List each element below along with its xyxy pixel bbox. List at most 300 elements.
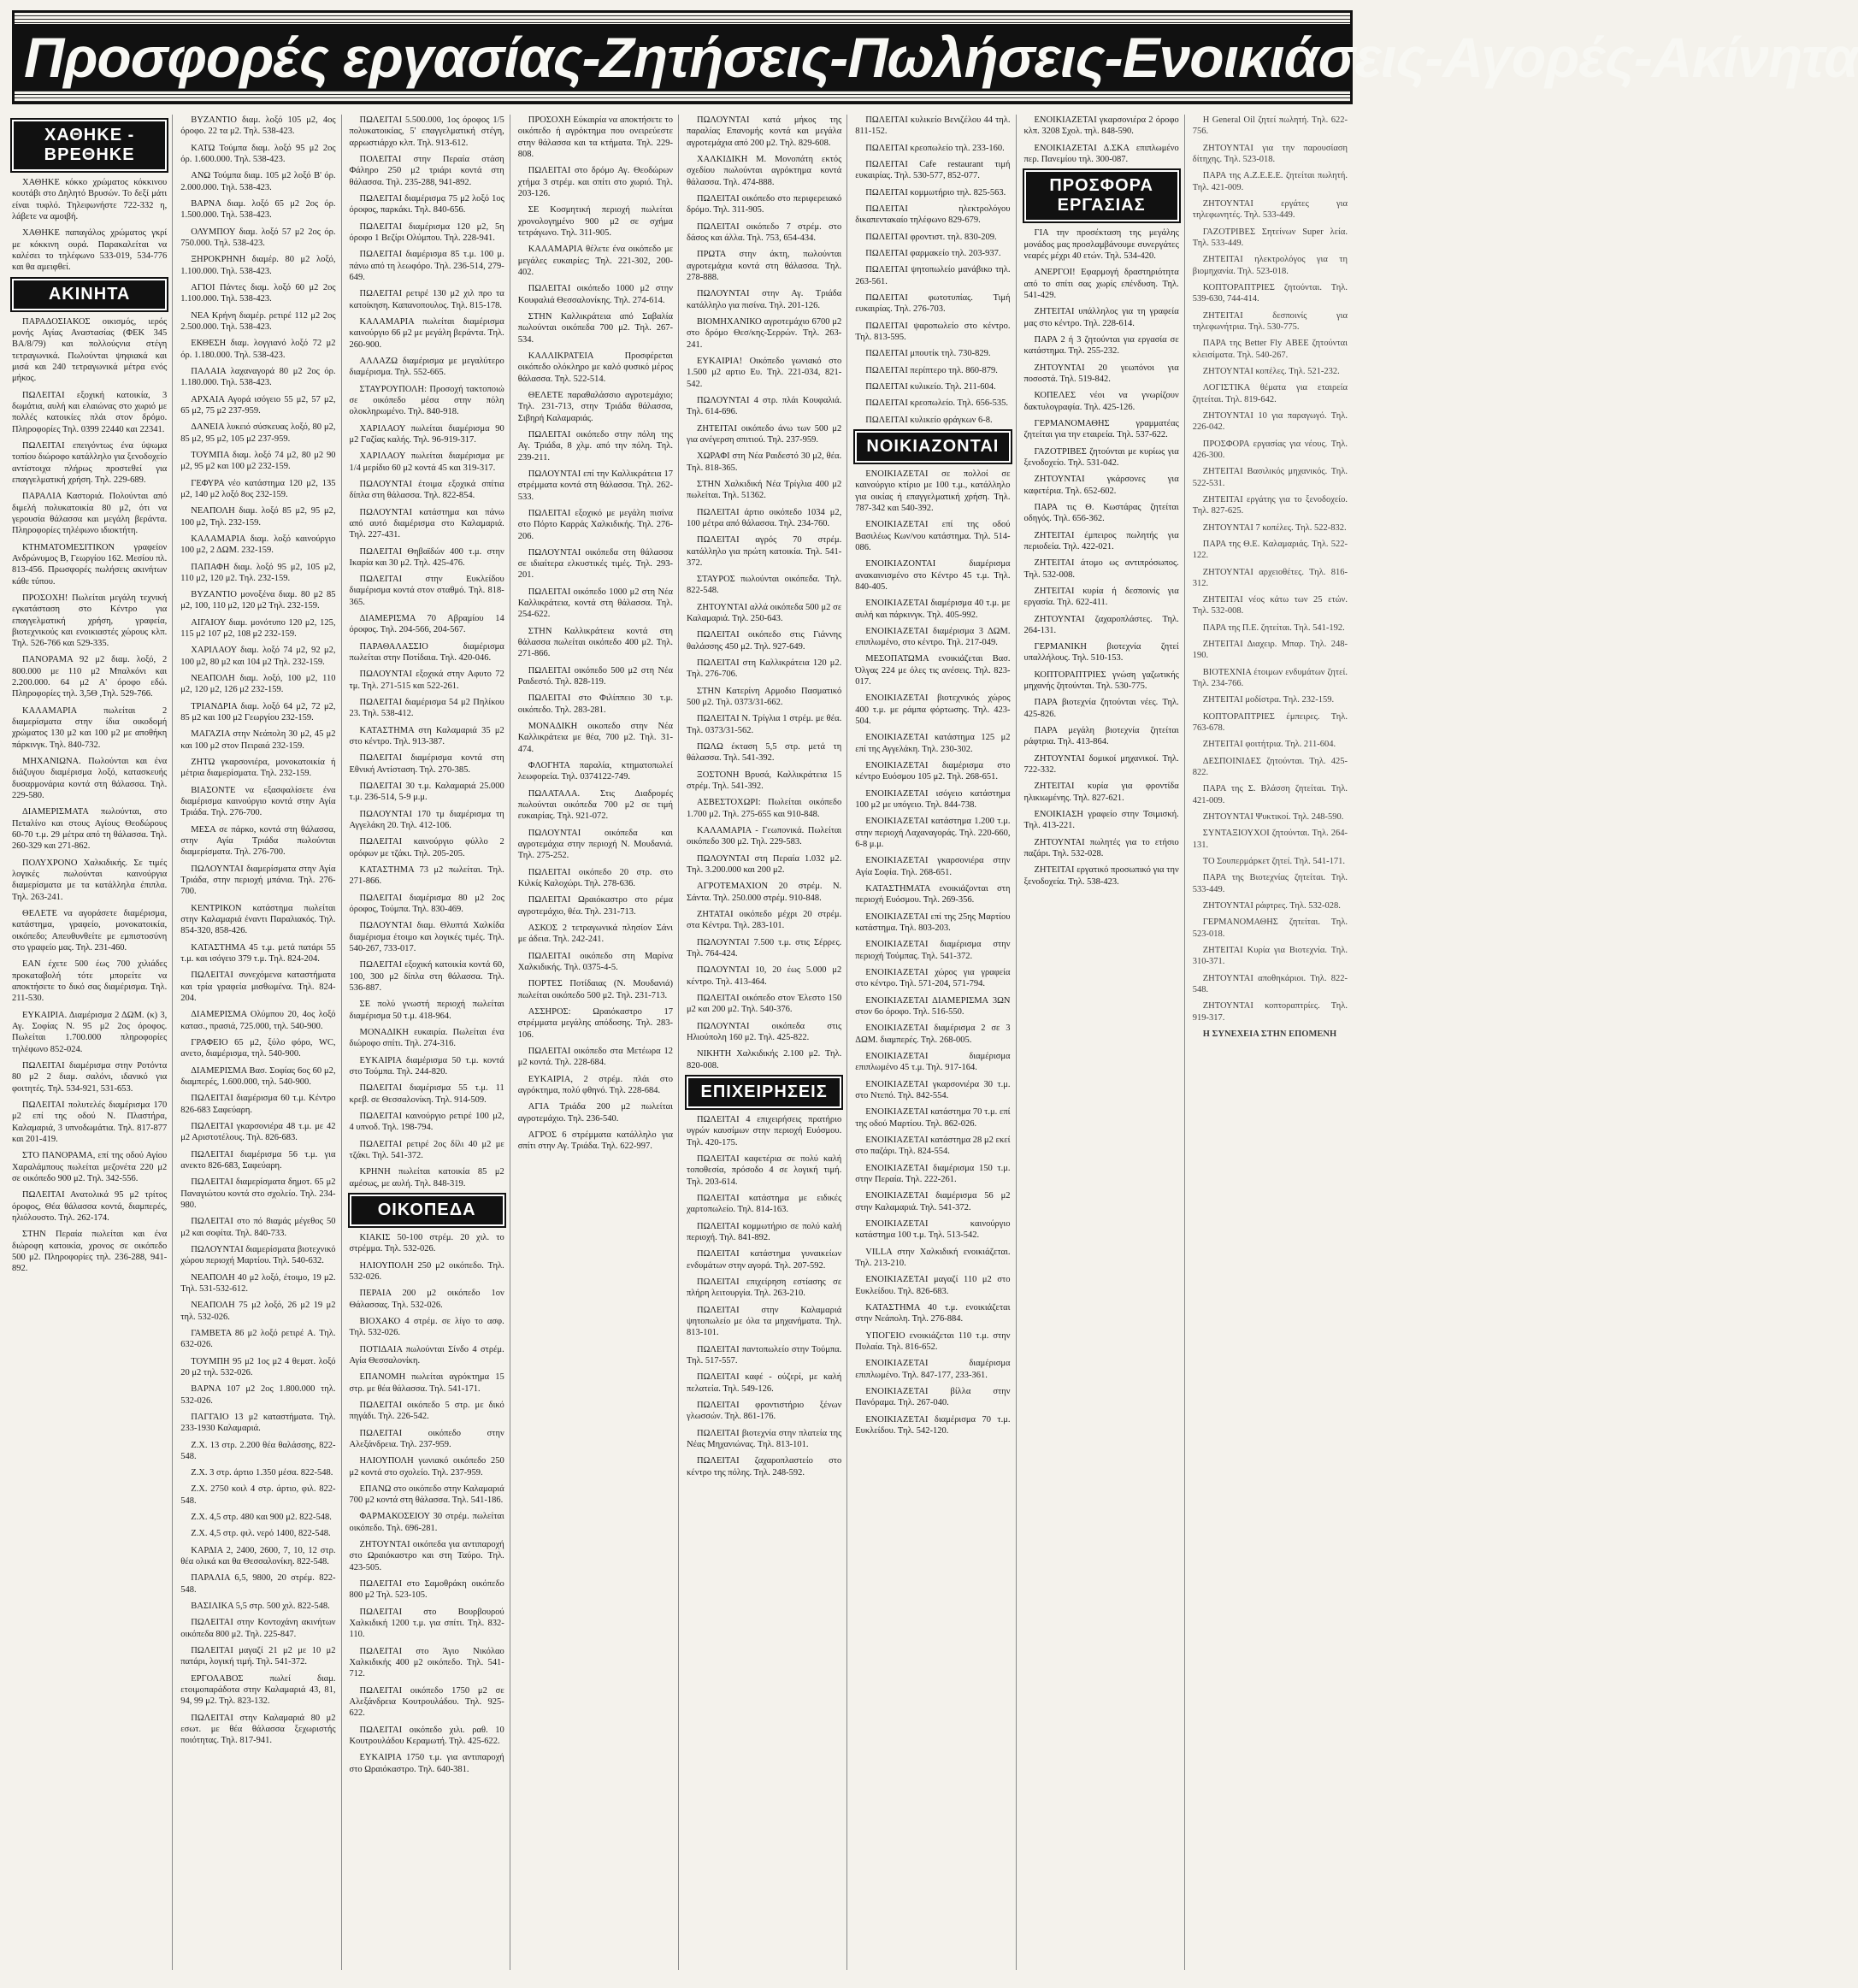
classified-ad: ΕΝΟΙΚΙΑΣΗ γραφείο στην Τσιμισκή. Τηλ. 413-221. (1023, 810, 1179, 831)
classified-ad: ΠΩΛΟΥΝΤΑΙ 7.500 τ.μ. στις Σέρρες. Τηλ. 764-424. (687, 937, 842, 959)
classified-ad: ΠΑΡΑ μεγάλη βιοτεχνία ζητείται ράφτρια. Τηλ. 413-864. (1023, 726, 1179, 747)
classified-ad: ΧΑΘΗΚΕ κόκκο χρώματος κόκκινου κουτάβι στο Δηλητό Βρυσών. Το δεξί μάτι είναι τυφλό. Τηλεφωνήστε 722-332 η, λάβετε να αμοιβή. (12, 178, 168, 221)
classified-ad: ΣΤΗΝ Καλλικράτεια κοντά στη θάλασσα πωλείται οικόπεδο 400 μ2. Τηλ. 271-866. (517, 626, 673, 659)
column-2 (180, 115, 341, 1970)
classified-ad: ΕΝΟΙΚΙΑΖΕΤΑΙ διαμέρισμα στο κέντρο Ευόσμου 105 μ2. Τηλ. 268-651. (855, 761, 1011, 782)
classified-ad: ΤΟΥΜΠΗ 95 μ2 1ος μ2 4 θεματ. λοξό 20 μ2 τηλ. 532-026. (180, 1356, 336, 1377)
classified-ad: ΚΕΝΤΡΙΚΟΝ κατάστημα πωλείται στην Καλαμαριά έναντι Παραλιακός. Τηλ. 854-320, 858-426. (180, 903, 336, 936)
classified-ad: ΠΩΛΕΙΤΑΙ Θηβαϊδών 400 τ.μ. στην Ικαρία και 30 μ2. Τηλ. 425-476. (349, 546, 504, 568)
classified-ad: ΠΩΛΕΙΤΑΙ άρτιο οικόπεδο 1034 μ2, 100 μέτρα από θάλασσα. Τηλ. 234-760. (687, 507, 842, 528)
classified-ad: ΕΝΟΙΚΙΑΖΕΤΑΙ βιοτεχνικός χώρος 400 τ.μ. με ράμπα φόρτωσης. Τηλ. 423-504. (855, 693, 1011, 727)
classified-ad: ΖΗΤΕΙΤΑΙ Κυρία για Βιοτεχνία. Τηλ. 310-371. (1192, 946, 1348, 967)
classified-ad: ΠΩΛΕΙΤΑΙ φαρμακείο τηλ. 203-937. (865, 248, 1001, 258)
classified-ad: ΧΩΡΑΦΙ στη Νέα Ραιδεστό 30 μ2, θέα. Τηλ. 818-365. (687, 451, 842, 473)
classified-ad: ΠΩΛΕΙΤΑΙ ψητοπωλείο μανάβικο τηλ. 263-561. (855, 265, 1011, 286)
classified-ad: ΠΩΛΟΥΝΤΑΙ οικόπεδα στις Ηλιούπολη 160 μ2. Τηλ. 425-822. (687, 1021, 842, 1042)
classified-ad: ΕΝΟΙΚΙΑΖΕΤΑΙ χώρος για γραφεία στο κέντρο. Τηλ. 571-204, 571-794. (855, 968, 1011, 989)
classified-ad: ΕΑΝ έχετε 500 έως 700 χιλιάδες προκαταβολή τότε μπορείτε να αποκτήσετε το δικό σας διαμέρισμα. Τηλ. 211-530. (12, 959, 168, 1004)
classified-ad: ΚΑΤΑΣΤΗΜΑ στη Καλαμαριά 35 μ2 στο κέντρο. Τηλ. 913-387. (349, 725, 504, 747)
classified-ad: ΠΩΛΕΙΤΑΙ στη Καλλικράτεια 120 μ2. Τηλ. 276-706. (687, 658, 842, 680)
classified-ad: ΠΩΛΕΙΤΑΙ διαμέρισμα 85 τ.μ. 100 μ. πάνω από τη λεωφόρο. Τηλ. 236-514, 279-649. (349, 250, 504, 282)
classified-ad: ΠΩΛΕΙΤΑΙ εξοχικό με μεγάλη πισίνα στο Πόρτο Καρράς Χαλκιδικής. Τηλ. 276-206. (517, 508, 673, 541)
classified-ad: ΠΟΛΕΙΤΑΙ στην Περαία στάση Φάληρο 250 μ2 τριάρι κοντά στη θάλασσα. Τηλ. 235-288, 941-892. (349, 154, 504, 187)
classified-ad: ΖΗΤΟΥΝΤΑΙ αποθηκάριοι. Τηλ. 822-548. (1192, 973, 1348, 995)
classified-ad: ΖΗΤΟΥΝΤΑΙ αρχειοθέτες. Τηλ. 816-312. (1192, 567, 1348, 588)
classified-ad: ΠΩΛΕΙΤΑΙ κατάστημα γυναικείων ενδυμάτων στην αγορά. Τηλ. 207-592. (687, 1249, 842, 1271)
classified-ad: ΠΡΩΤΑ στην άκτη, πωλούνται αγροτεμάχια κοντά στη θάλασσα. Τηλ. 278-888. (687, 250, 842, 282)
classified-ad: ΑΝΩ Τούμπα διαμ. 105 μ2 λοξό Β' όρ. 2.000.000. Τηλ. 538-423. (180, 171, 336, 192)
classified-ad: ΠΩΛΕΙΤΑΙ Ανατολικά 95 μ2 τρίτος όροφος, Θέα θάλασσα κοντά, διαμπερές, ηλιόλουστο. Τηλ. 262-174. (12, 1190, 168, 1223)
classified-ad: ΠΑΡΑ της Better Fly ΑΒΕΕ ζητούνται κλεισίματα. Τηλ. 540-267. (1192, 339, 1348, 360)
classified-ad: ΑΣΒΕΣΤΟΧΩΡΙ: Πωλείται οικόπεδο 1.700 μ2. Τηλ. 275-655 και 910-848. (687, 798, 842, 819)
classified-ad: ΒΥΖΑΝΤΙΟ διαμ. λοξό 105 μ2, 4ος όροφο. 22 τα μ2. Τηλ. 538-423. (180, 115, 336, 137)
classified-ad: ΠΩΛΕΙΤΑΙ φροντιστήριο ξένων γλωσσών. Τηλ. 861-176. (687, 1400, 842, 1422)
classified-ad: ΕΥΚΑΙΡΙΑ διαμέρισμα 50 τ.μ. κοντά στο Τούμπα. Τηλ. 244-820. (349, 1055, 504, 1077)
classified-ad: ΠΑΡΑΔΟΣΙΑΚΟΣ οικισμός, ιερός μονής Αγίας Αναστασίας (ΦΕΚ 345 ΒΑ/8/79) και πολλούςνια στέγη τετραγωνικά. Πωλούνται ψηφιακά και μισά και 240 τετραγωνικά μέτρα ενός μήκος. (12, 316, 168, 384)
classified-ad: ΖΗΤΟΥΝΤΑΙ πωλητές για το ετήσιο παζάρι. Τηλ. 532-028. (1023, 837, 1179, 859)
classified-ad: ΑΓΙΟΙ Πάντες διαμ. λοξό 60 μ2 2ος 1.100.000. Τηλ. 538-423. (180, 282, 336, 304)
classified-ad: ΠΩΛΕΙΤΑΙ στο Βουρβουρού Χαλκιδική 1200 τ.μ. για σπίτι. Τηλ. 832-110. (349, 1607, 504, 1640)
classified-ad: ΔΙΑΜΕΡΙΣΜΑ Ολύμπου 20, 4ος λοξό κατασ., πρασιά, 725.000, τηλ. 540-900. (180, 1010, 336, 1031)
classified-ad: ΣΥΝΤΑΞΙΟΥΧΟΙ ζητούνται. Τηλ. 264-131. (1192, 829, 1348, 850)
classified-ad: ΠΩΛΟΥΝΤΑΙ οικόπεδα στη θάλασσα σε ιδιαίτερα ελκυστικές τιμές. Τηλ. 293-201. (517, 547, 673, 581)
classified-ad: ΕΝΟΙΚΙΑΖΕΤΑΙ κατάστημα 28 μ2 εκεί στο παζάρι. Τηλ. 824-554. (855, 1135, 1011, 1157)
classified-ad: ΠΡΟΣΟΧΗ! Πωλείται μεγάλη τεχνική εγκατάσταση στο Κέντρο για επαγγελματική χρήση, γραφεία, βιοτεχνικούς και ενοικιαστές χώρους κλπ. Τηλ. 526-766 και 529-335. (12, 593, 168, 649)
classified-ad: ΕΥΚΑΙΡΙΑ 1750 τ.μ. για αντιπαροχή στο Ωραιόκαστρο. Τηλ. 640-381. (349, 1753, 504, 1774)
classified-ad: ΚΡΗΝΗ πωλείται κατοικία 85 μ2 αμέσως, με αυλή. Τηλ. 848-319. (349, 1167, 504, 1189)
classified-ad: ΖΗΤΟΥΝΤΑΙ ράφτρες. Τηλ. 532-028. (1202, 901, 1341, 911)
classified-ad: ΒΙΟΜΗΧΑΝΙΚΟ αγροτεμάχιο 6700 μ2 στο δρόμο Θεσ/κης-Σερρών. Τηλ. 263-241. (687, 316, 842, 350)
classified-ad: ΠΩΛΕΙΤΑΙ οικόπεδο στην Αλεξάνδρεια. Τηλ. 237-959. (349, 1428, 504, 1449)
classified-ad: ΠΩΛΕΙΤΑΙ μπουτίκ τηλ. 730-829. (865, 349, 991, 359)
classified-ad: ΖΗΤΕΙΤΑΙ Διαχειρ. Μπαρ. Τηλ. 248-190. (1192, 640, 1348, 661)
classified-ad: ΕΠΑΝΟΜΗ πωλείται αγρόκτημα 15 στρ. με θέα θάλασσα. Τηλ. 541-171. (349, 1372, 504, 1394)
classified-ad: ΣΕ Κοσμητική περιοχή πωλείται χρονολογημένο 900 μ2 σε σχήμα τετράγωνο. Τηλ. 311-905. (517, 205, 673, 238)
classified-ad: ΠΩΛΕΙΤΑΙ κυλικείο φράγκων 6-8. (865, 415, 993, 425)
classified-ad: ΕΝΟΙΚΙΑΖΕΤΑΙ καινούργιο κατάστημα 100 τ.μ. Τηλ. 513-542. (855, 1218, 1011, 1241)
classified-ad: Ζ.Χ. 4,5 στρ. φιλ. νερό 1400, 822-548. (191, 1529, 331, 1539)
classified-ad: ΠΑΠΑΦΗ διαμ. λοξό 95 μ2, 105 μ2, 110 μ2, 120 μ2. Τηλ. 232-159. (180, 562, 336, 583)
col8-list (1193, 115, 1348, 1023)
classified-ad: ΕΥΚΑΙΡΙΑ, 2 στρέμ. πλάι στο αγρόκτημα, πολύ φθηνό. Τηλ. 228-684. (517, 1074, 673, 1095)
classified-ad: ΠΩΛΟΥΝΤΑΙ επί την Καλλικράτεια 17 στρέμματα κοντά στη θάλασσα. Τηλ. 262-533. (517, 469, 673, 502)
classified-ad: ΠΩΛΕΙΤΑΙ 30 τ.μ. Καλαμαριά 25.000 τ.μ. 236-514, 5-9 μ.μ. (349, 782, 504, 803)
estate-list (12, 316, 167, 1275)
classified-ad: ΠΩΛΕΙΤΑΙ στο Σαμοθράκη οικόπεδο 800 μ2 Τηλ. 523-105. (349, 1579, 504, 1601)
classified-ad: ΠΩΛΕΙΤΑΙ στο Φιλίππειο 30 τ.μ. οικόπεδο. Τηλ. 283-281. (517, 693, 673, 715)
classified-ad: ΠΩΛΕΙΤΑΙ οικόπεδο στον Έλεστο 150 μ2 και 200 μ2. Τηλ. 540-376. (687, 994, 842, 1015)
classified-ad: ΠΩΛΕΙΤΑΙ οικόπεδο στο περιφερειακό δρόμο. Τηλ. 311-905. (687, 193, 842, 215)
classified-ad: ΚΑΛΑΜΑΡΙΑ πωλείται διαμέρισμα καινούργιο 66 μ2 με μεγάλη βεράντα. Τηλ. 260-900. (349, 316, 504, 350)
classified-ad: ΖΗΤΕΙΤΑΙ φοιτήτρια. Τηλ. 211-604. (1202, 740, 1336, 750)
classified-ad: ΑΝΕΡΓΟΙ! Εφαρμογή δραστηριότητα από το σπίτι σας χωρίς επένδυση. Τηλ. 541-429. (1023, 268, 1179, 300)
classified-ad: Ζ.Χ. 13 στρ. 2.200 θέα θαλάσσης, 822-548. (180, 1440, 336, 1461)
classified-ad: ΠΩΛΕΙΤΑΙ διαμέρισμα στην Ροτόντα 80 μ2 2 διαμ. σαλόνι, ιδανικό για φοιτητές. Τηλ. 534-921, 531-653. (12, 1060, 168, 1094)
classified-ad: ΠΡΟΣΟΧΗ Εύκαιρία να αποκτήσετε το οικόπεδο ή αγρόκτημα που ονειρεύεστε στην θάλασσα και τα κτήματα. Τηλ. 229-808. (517, 115, 673, 159)
classified-ad: ΠΑΡΑ της Α.Ζ.Ε.Ε.Ε. ζητείται πωλητή. Τηλ. 421-009. (1192, 171, 1348, 192)
classified-ad: ΧΑΘΗΚΕ παπαγάλος χρώματος γκρί με κόκκινη ουρά. Παρακαλείται να καλέσει το τηλέφωνο 533-019, 534-776 και θα αμειφθεί. (12, 228, 168, 273)
classified-ad: ΠΩΛΕΙΤΑΙ ρετιρέ 130 μ2 χιλ προ τα κατοίκηση. Καπανοπουλος. Τηλ. 815-178. (349, 289, 504, 310)
classified-ad: ΞΗΡΟΚΡΗΝΗ διαμέρ. 80 μ2 λοξό, 1.100.000. Τηλ. 538-423. (180, 255, 336, 276)
classified-ad: ΜΗΧΑΝΙΩΝΑ. Πωλούνται και ένα διάζυγου διαμέρισμα λοξό, κατασκευής δυσαρμονάρια κοντά στη θάλασσα. Τηλ. 229-580. (12, 757, 168, 801)
classified-ad: ΝΕΑΠΟΛΗ διαμ. λοξό 85 μ2, 95 μ2, 100 μ2, Τηλ. 232-159. (180, 506, 336, 528)
classified-ad: ΣΤΑΥΡΟΣ πωλούνται οικόπεδα. Τηλ. 822-548. (687, 575, 842, 596)
classified-ad: Ζ.Χ. 3 στρ. άρτιο 1.350 μέσα. 822-548. (191, 1468, 333, 1478)
classified-ad: ΠΩΛΕΙΤΑΙ πολυτελές διαμέρισμα 170 μ2 επί της οδού Ν. Πλαστήρα, Καλαμαριά, 3 υπνοδωμάτια. Τηλ. 817-877 και 201-419. (12, 1100, 168, 1144)
classified-ad: ΓΕΡΜΑΝΟΜΑΘΗΣ γραμματέας ζητείται για την εταιρεία. Τηλ. 537-622. (1023, 418, 1179, 440)
classified-ad: ΠΩΛΕΙΤΑΙ κομμωτήριο σε πολύ καλή περιοχή. Τηλ. 841-892. (687, 1221, 842, 1242)
classified-ad: ΕΝΟΙΚΙΑΖΟΝΤΑΙ διαμέρισμα ανακαινισμένο στο Κέντρο 45 τ.μ. Τηλ. 840-405. (855, 559, 1011, 592)
classified-ad: ΝΕΑΠΟΛΗ διαμ. λοξό, 100 μ2, 110 μ2, 120 μ2, 126 μ2 232-159. (180, 674, 336, 695)
col5-list (687, 115, 841, 1071)
column-8 (1193, 115, 1353, 1970)
classified-ad: ΒΙΑΣΟΝΤΕ να εξασφαλίσετε ένα διαμέρισμα καινούργιο κοντά στην Αγία Τριάδα. Τηλ. 276-700. (180, 785, 336, 818)
classified-ad: ΖΗΤΕΙΤΑΙ εργάτης για το ξενοδοχείο. Τηλ. 827-625. (1192, 494, 1348, 516)
classified-ad: ΠΩΛΕΙΤΑΙ οικόπεδο 7 στρέμ. στο δάσος και άλλα. Τηλ. 753, 654-434. (687, 221, 842, 243)
classified-ad: ΕΥΚΑΙΡΙΑ. Διαμέρισμα 2 ΔΩΜ. (κ) 3, Αγ. Σοφίας Ν. 95 μ2 2ος όροφος. Πωλείται 1.700.000 πληροφορίες τηλέφωνο 852-024. (12, 1010, 168, 1054)
classified-ad: ΦΛΟΓΗΤΑ παραλία, κτηματοπωλεί λεωφορεία. Τηλ. 0374122-749. (517, 761, 673, 782)
classified-ad: ΜΕΣΑ σε πάρκο, κοντά στη θάλασσα, στην Αγία Τριάδα πωλούνται διαμερίσματα. Τηλ. 276-700. (180, 824, 336, 858)
classified-ad: ΠΩΛΕΙΤΑΙ αγρός 70 στρέμ. κατάλληλο για πρώτη κατοικία. Τηλ. 541-372. (687, 535, 842, 568)
classified-ad: ΖΗΤΟΥΝΤΑΙ οικόπεδα για αντιπαροχή στο Ωραιόκαστρο και στη Ταύρο. Τηλ. 423-505. (349, 1540, 504, 1572)
classified-ad: ΠΑΝΟΡΑΜΑ 92 μ2 διαμ. λοξό, 2 800.000 με 110 μ2 Μπαλκόνι και 2.200.000. 64 μ2 Α' όροφο εδώ. Πληροφορίες τηλ. 3,5Θ ,Τηλ. 529-766. (12, 655, 168, 699)
classified-ad: ΕΝΟΙΚΙΑΖΕΤΑΙ διαμέρισμα επιπλωμένο 45 τ.μ. Τηλ. 917-164. (855, 1052, 1011, 1073)
classified-ad: ΤΡΙΑΝΔΡΙΑ διαμ. λοξό 64 μ2, 72 μ2, 85 μ2 και 100 μ2 Γεωργίου 232-159. (180, 701, 336, 723)
classified-ad: ΦΑΡΜΑΚΟΣΕΙΟΥ 30 στρέμ. πωλείται οικόπεδο. Τηλ. 696-281. (349, 1512, 504, 1533)
classified-ad: ΠΟΡΤΕΣ Ποτίδαιας (Ν. Μουδανιά) πωλείται οικόπεδο 500 μ2. Τηλ. 231-713. (517, 979, 673, 1000)
classified-ad: ΔΙΑΜΕΡΙΣΜΑ Βασ. Σοφίας 6ος 60 μ2, διαμπερές, 1.600.000, τηλ. 540-900. (180, 1065, 336, 1087)
classified-ad: ΠΩΛΕΙΤΑΙ Cafe restaurant τιμή ευκαιρίας. Τηλ. 530-577, 852-077. (855, 159, 1011, 181)
classified-ad: ΚΑΛΑΜΑΡΙΑ - Γεωπονικά. Πωλείται οικόπεδο 300 μ2. Τηλ. 229-583. (687, 826, 842, 847)
classified-ad: ΚΑΛΛΙΚΡΑΤΕΙΑ Προσφέρεται οικόπεδο ολόκληρο με καλό φυσικό μέρος θάλασσα. Τηλ. 522-514. (517, 351, 673, 384)
classified-ad: ΕΝΟΙΚΙΑΖΕΤΑΙ επί της οδού Βασιλέως Κων/νου κατάστημα. Τηλ. 514-086. (855, 520, 1011, 552)
classified-ad: ΖΗΤΕΙΤΑΙ μοδίστρα. Τηλ. 232-159. (1202, 695, 1335, 705)
classified-ad: ΝΙΚΗΤΗ Χαλκιδικής 2.100 μ2. Τηλ. 820-008. (687, 1049, 842, 1071)
classified-ad: ΠΩΛΑΤΑΛΑ. Στις Διαδρομές πωλούνται οικόπεδα 700 μ2 σε τιμή ευκαιρίας. Τηλ. 921-072. (517, 788, 673, 822)
classified-ad: ΖΗΤΕΙΤΑΙ υπάλληλος για τη γραφεία μας στο κέντρο. Τηλ. 228-614. (1023, 307, 1179, 328)
classified-ad: ΚΟΠΕΛΕΣ νέοι να γνωρίζουν δακτυλογραφία. Τηλ. 425-126. (1023, 391, 1179, 412)
classified-ad: ΗΛΙΟΥΠΟΛΗ 250 μ2 οικόπεδο. Τηλ. 532-026. (349, 1260, 504, 1282)
classified-ad: ΣΤΗΝ Περαία πωλείται και ένα διώροφη κατοικία, χρονος σε οικόπεδο 500 μ2. Πληροφορίες τηλ. 236-288, 941-892. (12, 1230, 168, 1274)
column-6 (855, 115, 1016, 1970)
classified-ad: ΓΑΜΒΕΤΑ 86 μ2 λοξό ρετιρέ Α. Τηλ. 632-026. (180, 1328, 336, 1350)
classified-ad: ΠΩΛΕΙΤΑΙ οικόπεδο χιλι. ραθ. 10 Κουτρουλάδου Κεραμωτή. Τηλ. 425-622. (349, 1725, 504, 1747)
classified-ad: ΠΩΛΕΙΤΑΙ κρεοπωλείο. Τηλ. 656-535. (865, 398, 1008, 409)
classified-ad: ΠΩΛΟΥΝΤΑΙ 10, 20 έως 5.000 μ2 κέντρο. Τηλ. 413-464. (687, 965, 842, 987)
classified-ad: ΠΩΛΕΙΤΑΙ στην Ευκλείδου διαμέρισμα κοντά στον σταθμό. Τηλ. 818-365. (349, 575, 504, 607)
classified-ad: ΠΑΡΑ τις Θ. Κωστάρας ζητείται οδηγός. Τηλ. 656-362. (1023, 502, 1179, 524)
classified-ad: ΠΑΡΑ βιοτεχνία ζητούνται νέες. Τηλ. 425-826. (1023, 698, 1179, 719)
section-plots: ΟΙΚΟΠΕΔΑ (350, 1195, 504, 1226)
classified-ad: ΖΗΤΕΙΤΑΙ κυρία ή δεσποινίς για εργασία. Τηλ. 622-411. (1023, 586, 1179, 608)
classified-ad: ΟΛΥΜΠΟΥ διαμ. λοξό 57 μ2 2ος όρ. 750.000. Τηλ. 538-423. (180, 227, 336, 248)
section-rentals: ΝΟΙΚΙΑΖΟΝΤΑΙ (855, 431, 1010, 463)
classified-ad: ΠΩΛΕΙΤΑΙ καινούργιο ρετιρέ 100 μ2, 4 υπνοδ. Τηλ. 198-794. (349, 1111, 504, 1133)
classified-ad: ΕΝΟΙΚΙΑΖΕΤΑΙ διαμέρισμα 3 ΔΩΜ. επιπλωμένο, στο κέντρο. Τηλ. 217-049. (855, 626, 1011, 648)
classified-ad: ΖΗΤΕΙΤΑΙ άτομο ως αντιπρόσωπος. Τηλ. 532-008. (1023, 558, 1179, 580)
classified-ad: ΠΩΛΕΙΤΑΙ οικόπεδο 500 μ2 στη Νέα Ραιδεστό. Τηλ. 828-119. (517, 665, 673, 687)
classified-ad: ΠΩΛΟΥΝΤΑΙ 170 τμ διαμέρισμα τη Αγγελάκη 20. Τηλ. 412-106. (349, 809, 504, 831)
classified-ad: ΜΑΓΑΖΙΑ στην Νεάπολη 30 μ2, 45 μ2 και 100 μ2 στον Πειραιά 232-159. (180, 729, 336, 751)
classified-ad: ΚΑΤΑΣΤΗΜΑΤΑ ενοικιάζονται στη περιοχή Ευόσμου. Τηλ. 269-356. (855, 884, 1011, 906)
classified-ad: ΖΗΤΟΥΝΤΑΙ 7 κοπέλες. Τηλ. 522-832. (1202, 522, 1347, 533)
classified-ad: ΠΩΛΕΙΤΑΙ διαμέρισμα 56 τ.μ. για ανεκτο 826-683, Σαφεύαρη. (180, 1149, 336, 1171)
classified-ad: ΕΝΟΙΚΙΑΖΕΤΑΙ διαμέρισμα επιπλωμένο. Τηλ. 847-177, 233-361. (855, 1359, 1011, 1380)
classified-ad: ΚΙΑΚΙΣ 50-100 στρέμ. 20 χιλ. το στρέμμα. Τηλ. 532-026. (349, 1232, 504, 1254)
classified-ad: ΤΟ Σουπερμάρκετ ζητεί. Τηλ. 541-171. (1202, 857, 1346, 867)
classified-ad: ΑΓΙΑ Τριάδα 200 μ2 πωλείται αγροτεμάχιο. Τηλ. 236-540. (517, 1102, 673, 1124)
classified-ad: ΖΗΤΟΥΝΤΑΙ αλλά οικόπεδα 500 μ2 σε Καλαμαριά. Τηλ. 250-643. (687, 602, 842, 624)
classified-ad: ΓΙΑ την προσέκταση της μεγάλης μονάδος μας προσλαμβάνουμε συνεργάτες νεαρές μέχρι 40 ετών. Τηλ. 534-420. (1023, 228, 1179, 261)
classified-ad: ΠΩΛΕΙΤΑΙ οικόπεδο στα Μετέωρα 12 μ2 κοντά. Τηλ. 228-684. (517, 1046, 673, 1068)
classified-ad: ΔΙΑΜΕΡΙΣΜΑ 70 Αβραμίου 14 όροφος. Τηλ. 204-566, 204-567. (349, 614, 504, 635)
classified-ad: ΚΤΗΜΑΤΟΜΕΣΙΤΙΚΟΝ γραφείον Ανδρώνυμος Β, Γεωργίου 162. Μεσίου πλ. 813-456. Πρωσφορές πωλήσεις ακινήτων κάθε τύπου. (12, 542, 168, 587)
classified-ad: ΒΥΖΑΝΤΙΟ μονοξένα διαμ. 80 μ2 85 μ2, 100, 110 μ2, 120 μ2 Τηλ. 232-159. (180, 590, 336, 611)
classified-ad: ΠΩΛΕΙΤΑΙ στην Καλαμαριά ψητοπωλείο με όλα τα μηχανήματα. Τηλ. 813-101. (687, 1305, 842, 1338)
classified-ad: ΠΟΛΥΧΡΟΝΟ Χαλκιδικής. Σε τιμές λογικές πωλούνται καινούργια διαμερίσματα με τα κατάλληλα έπιπλα. Τηλ. 263-241. (12, 858, 168, 902)
classified-ad: ΠΩΛΕΙΤΑΙ κυλικείο Βενιζέλου 44 τηλ. 811-152. (855, 115, 1011, 137)
classified-ad: ΠΕΡΑΙΑ 200 μ2 οικόπεδο 1ον Θάλασσας. Τηλ. 532-026. (349, 1289, 504, 1310)
section-lost-found: ΧΑΘΗΚΕ - ΒΡΕΘΗΚΕ (12, 120, 167, 171)
classified-ad: ΓΑΖΟΤΡΙΒΕΣ Σητείνων Super λεία. Τηλ. 533-449. (1192, 227, 1348, 248)
classified-ad: ΠΩΛΟΥΝΤΑΙ στην Αγ. Τριάδα κατάλληλο για πισίνα. Τηλ. 201-126. (687, 289, 842, 310)
classified-ad: ΑΣΚΟΣ 2 τετραγωνικά πλησίον Σάνι με άδεια. Τηλ. 242-241. (517, 923, 673, 945)
classified-ad: ΠΩΛΕΙΤΑΙ καφετέρια σε πολύ καλή τοποθεσία, πρόσοδο 4 σε λογική τιμή. Τηλ. 203-614. (687, 1153, 842, 1187)
classified-ad: ΠΩΛΕΙΤΑΙ 4 επιχειρήσεις πρατήριο υγρών καυσίμων στην περιοχή Ευόσμου. Τηλ. 420-175. (687, 1114, 842, 1147)
classified-ad: ΠΩΛΟΥΝΤΑΙ κατά μήκος της παραλίας Επανομής κοντά και μεγάλα αγροτεμάχια από 200 μ2. Τηλ. 829-608. (687, 115, 842, 148)
classified-ad: ΠΩΛΕΙΤΑΙ ηλεκτρολόγου δικαπεντακαίο τηλέφωνο 829-679. (855, 204, 1011, 226)
classified-ad: ΠΩΛΟΥΝΤΑΙ κατάστημα και πάνω από αυτό διαμέρισμα στο Καλαμαριά. Τηλ. 227-431. (349, 507, 504, 540)
col4-list (518, 115, 673, 1153)
classified-ad: ΑΙΓΑΙΟΥ διαμ. μονότυπο 120 μ2, 125, 115 μ2 107 μ2, 108 μ2 232-159. (180, 617, 336, 640)
classified-ad: ΠΩΛΕΙΤΑΙ μαγαζί 21 μ2 με 10 μ2 πατάρι, λογική τιμή. Τηλ. 541-372. (180, 1646, 336, 1667)
classified-ad: ΠΩΛΕΙΤΑΙ οικόπεδο 1750 μ2 σε Αλεξάνδρεια Κουτρουλάδου. Τηλ. 925-622. (349, 1685, 504, 1719)
classified-ad: ΠΩΛΕΙΤΑΙ περίπτερο τηλ. 860-879. (865, 365, 998, 375)
classified-ad: ΓΡΑΦΕΙΟ 65 μ2, ξύλο φόρο, WC, ανετο, διαμέρισμα, τηλ. 540-900. (180, 1037, 336, 1059)
classified-ad: ΕΝΟΙΚΙΑΖΕΤΑΙ ΔΙΑΜΕΡΙΣΜΑ 3ΩΝ στον 6ο όροφο. Τηλ. 516-550. (855, 995, 1011, 1018)
classified-ad: ΚΑΤΑΣΤΗΜΑ 40 τ.μ. ενοικιάζεται στην Νεάπολη. Τηλ. 276-884. (855, 1302, 1011, 1324)
classified-ad: Ζ.Χ. 2750 κοιλ 4 στρ. άρτιο, φιλ. 822-548. (180, 1484, 336, 1506)
classified-ad: ΒΙΟΤΕΧΝΙΑ έτοιμων ενδυμάτων ζητεί. Τηλ. 234-766. (1192, 667, 1348, 689)
column-7 (1024, 115, 1185, 1970)
classified-ad: ΠΩΛΕΙΤΑΙ διαμέρισμα κοντά στη Εθνική Αντίσταση. Τηλ. 270-385. (349, 753, 504, 775)
classified-ad: ΕΝΟΙΚΙΑΖΕΤΑΙ διαμέρισμα στην περιοχή Τούμπας. Τηλ. 541-372. (855, 940, 1011, 961)
classified-ad: ΠΩΛΟΥΝΤΑΙ διαμ. Θλυπτά Χαλκίδα διαμέρισμα έτοιμο και λογικές τιμές. Τηλ. 540-267, 733-017. (349, 921, 504, 954)
column-5 (687, 115, 847, 1970)
classified-ad: ΠΩΛΕΙΤΑΙ διαμέρισμα 120 μ2, 5η όροφο 1 Βεζίρι Ολύμπου. Τηλ. 228-941. (349, 221, 504, 243)
classified-ad: ΠΩΛΩ έκταση 5,5 στρ. μετά τη θάλασσα. Τηλ. 541-392. (687, 742, 842, 764)
classified-ad: ΠΩΛΕΙΤΑΙ οικόπεδο στην πόλη της Αγ. Τριάδα, 8 χλμ. από την πόλη. Τηλ. 239-211. (517, 429, 673, 463)
classified-ad: ΠΩΛΕΙΤΑΙ 5.500.000, 1ος όροφος 1/5 πολυκατοικίας, 5' επαγγελματική στέγη, αρρωστιάρχο κλπ. Τηλ. 913-612. (349, 115, 504, 148)
classified-ad: ΚΑΡΔΙΑ 2, 2400, 2600, 7, 10, 12 στρ. θέα ολικά και θα Θεσσαλονίκη. 822-548. (180, 1545, 336, 1567)
plots-list (350, 1232, 504, 1775)
classified-ad: ΖΗΤΑΤΑΙ οικόπεδο μέχρι 20 στρέμ. στα Κέντρα. Τηλ. 283-101. (687, 910, 842, 931)
classified-ad: ΠΩΛΕΙΤΑΙ κατάστημα με ειδικές χαρτοπωλείο. Τηλ. 814-163. (687, 1193, 842, 1215)
classified-ad: ΕΝΟΙΚΙΑΖΕΤΑΙ διαμέρισμα 150 τ.μ. στην Περαία. Τηλ. 222-261. (855, 1163, 1011, 1184)
classified-ad: ΔΙΑΜΕΡΙΣΜΑΤΑ πωλούνται, στο Πεταλίνο και στους Αγίους Θεοδώρους 60-70 τ.μ. 29 μέτρα από τη θάλασσα. Τηλ. 260-329 και 271-862. (12, 807, 168, 852)
classified-ad: ΒΑΣΙΛΙΚΑ 5,5 στρ. 500 χιλ. 822-548. (191, 1602, 330, 1612)
classified-ad: ΔΕΣΠΟΙΝΙΔΕΣ ζητούνται. Τηλ. 425-822. (1192, 756, 1348, 778)
classified-ad: ΖΗΤΕΙΤΑΙ έμπειρος πωλητής για περιοδεία. Τηλ. 422-021. (1023, 530, 1179, 552)
classified-ad: ΛΟΓΙΣΤΙΚΑ θέματα για εταιρεία ζητείται. Τηλ. 819-642. (1192, 383, 1348, 404)
classified-ad: ΑΛΛΑΖΩ διαμέρισμα με μεγαλύτερο διαμέρισμα. Τηλ. 552-665. (349, 356, 504, 378)
classified-ad: ΠΩΛΕΙΤΑΙ διαμέρισμα 55 τ.μ. 11 κρεβ. σε Θεσσαλονίκη. Τηλ. 914-509. (349, 1083, 504, 1105)
classified-ad: ΤΟΥΜΠΑ διαμ. λοξό 74 μ2, 80 μ2 90 μ2, 95 μ2 και 100 μ2 232-159. (180, 450, 336, 472)
classified-ad: ΘΕΛΕΤΕ παραθαλάσσιο αγροτεμάχιο; Τηλ. 231-713, στην Τριάδα θάλασσα, Σιβηρή Καλαμαριάς. (517, 390, 673, 423)
classified-ad: ΠΩΛΕΙΤΑΙ διαμέρισμα 80 μ2 2ος όροφος, Τούμπα. Τηλ. 830-469. (349, 893, 504, 915)
classified-ad: ΠΩΛΕΙΤΑΙ στο δρόμο Αγ. Θεοδώρων χτήμα 3 στρέμ. και σπίτι στο χωριό. Τηλ. 203-126. (517, 166, 673, 198)
classified-ad: ΖΗΤΟΥΝΤΑΙ κοπέλες. Τηλ. 521-232. (1202, 366, 1340, 376)
classified-ad: ΕΝΟΙΚΙΑΖΕΤΑΙ επί της 25ης Μαρτίου κατάστημα. Τηλ. 803-203. (855, 911, 1011, 934)
section-real-estate: ΑΚΙΝΗΤΑ (12, 279, 167, 310)
classified-ad: ΓΕΡΜΑΝΟΜΑΘΗΣ ζητείται. Τηλ. 523-018. (1192, 917, 1348, 939)
classified-ad: ΠΩΛΕΙΤΑΙ οικόπεδο στη Μαρίνα Χαλκιδικής. Τηλ. 0375-4-5. (517, 951, 673, 972)
classified-ad: ΠΩΛΕΙΤΑΙ Ν. Τρίγλια 1 στρέμ. με θέα. Τηλ. 0373/31-562. (687, 714, 842, 735)
classified-ad: ΠΡΟΣΦΟΡΑ εργασίας για νέους. Τηλ. 426-300. (1192, 439, 1348, 460)
classified-ad: ΣΤΑΥΡΟΥΠΟΛΗ: Προσοχή τακτοποιώ σε οικόπεδο μέσα στην πόλη ολοκληρωμένο. Τηλ. 840-918. (349, 384, 504, 417)
col2-list (180, 115, 335, 1747)
classified-ad: ΖΗΤΕΙΤΑΙ οικόπεδο άνω των 500 μ2 για ανέγερση σπιτιού. Τηλ. 237-959. (687, 423, 842, 445)
classified-ad: ΖΗΤΕΙΤΑΙ εργατικό προσωπικό για την ξενοδοχεία. Τηλ. 538-423. (1023, 865, 1179, 887)
masthead (12, 10, 1858, 104)
classified-ad: ΣΤΗΝ Κατερίνη Αρμοδιο Πασματικό 500 μ2. Τηλ. 0373/31-662. (687, 686, 842, 708)
classified-ad: ΣΕ πολύ γνωστή περιοχή πωλείται διαμέρισμα 50 τ.μ. 418-964. (349, 1000, 504, 1021)
columns (12, 115, 1353, 1970)
classified-ad: ΑΣΣΗΡΟΣ: Ωραιόκαστρο 17 στρέμματα μεγάλης απόδοσης. Τηλ. 283-106. (517, 1006, 673, 1040)
classified-ad: ΕΝΟΙΚΙΑΖΕΤΑΙ γκαρσονιέρα στην Αγία Σοφία. Τηλ. 268-651. (855, 856, 1011, 877)
classified-ad: ΠΩΛΕΙΤΑΙ συνεχόμενα καταστήματα και τρία γραφεία μισθωμένα. Τηλ. 824-204. (180, 970, 336, 1003)
classified-ad: ΠΩΛΕΙΤΑΙ ρετιρέ 2ος δίλι 40 μ2 με τζάκι. Τηλ. 541-372. (349, 1139, 504, 1160)
classified-ad: ΕΝΟΙΚΙΑΖΕΤΑΙ διαμέρισμα 40 τ.μ. με αυλή και πάρκινγκ. Τηλ. 405-992. (855, 599, 1011, 620)
classified-ad: ΑΡΧΑΙΑ Αγορά ισόγειο 55 μ2, 57 μ2, 65 μ2, 75 μ2 237-959. (180, 394, 336, 416)
classified-ad: ΠΑΡΑΘΑΛΑΣΣΙΟ διαμέρισμα πωλείται στην Ποτίδαια. Τηλ. 420-046. (349, 641, 504, 664)
classified-ad: ΠΑΡΑ της Π.Ε. ζητείται. Τηλ. 541-192. (1202, 622, 1345, 633)
jobs-list (1024, 227, 1179, 888)
classified-ad: ΠΩΛΕΙΤΑΙ διαμερίσματα δημοτ. 65 μ2 Παναγιώτου κοντά στο σχολείο. Τηλ. 234-980. (180, 1177, 336, 1210)
classified-ad: ΕΚΘΕΣΗ διαμ. λογγιανό λοξό 72 μ2 όρ. 1.180.000. Τηλ. 538-423. (180, 339, 336, 360)
classified-ad: ΠΩΛΟΥΝΤΑΙ 4 στρ. πλάι Κουφαλιά. Τηλ. 614-696. (687, 395, 842, 417)
classified-ad: ΠΩΛΕΙΤΑΙ ζαχαροπλαστείο στο κέντρο της πόλης. Τηλ. 248-592. (687, 1456, 842, 1478)
classified-ad: ΚΑΛΑΜΑΡΙΑ διαμ. λοξό καινούργιο 100 μ2, 2 ΔΩΜ. 232-159. (180, 534, 336, 556)
classified-ad: ΠΩΛΕΙΤΑΙ διαμέρισμα 75 μ2 λοξό 1ος όροφος, παρκάκι. Τηλ. 840-656. (349, 193, 504, 215)
classified-ad: ΑΓΡΟΣ 6 στρέμματα κατάλληλο για σπίτι στην Αγ. Τριάδα. Τηλ. 622-997. (517, 1130, 673, 1152)
classified-ad: ΠΩΛΟΥΝΤΑΙ στη Περαία 1.032 μ2. Τηλ. 3.200.000 και 200 μ2. (687, 853, 842, 876)
classified-ad: ΠΩΛΕΙΤΑΙ καινούργιο φύλλο 2 ορόφων με τζάκι. Τηλ. 205-205. (349, 837, 504, 858)
classified-ad: ΕΡΓΟΛΑΒΟΣ πωλεί διαμ. ετοιμοπαράδοτα στην Καλαμαριά 43, 81, 94, 99 μ2. Τηλ. 823-132. (180, 1673, 336, 1707)
col7-list (1024, 115, 1179, 165)
classified-ad: ΠΟΤΙΔΑΙΑ πωλούνται Σίνδο 4 στρέμ. Αγία Θεσσαλονίκη. (349, 1344, 504, 1366)
classified-ad: ΖΗΤΕΙΤΑΙ κυρία για φροντίδα ηλικιωμένης. Τηλ. 827-621. (1023, 782, 1179, 803)
classified-ad: ΕΝΟΙΚΙΑΖΕΤΑΙ Δ.ΣΚΑ επιπλωμένο περ. Πανεμίου τηλ. 300-087. (1023, 143, 1179, 164)
classified-ad: ΚΑΤΩ Τούμπα διαμ. λοξό 95 μ2 2ος όρ. 1.600.000. Τηλ. 538-423. (180, 143, 336, 164)
classified-ad: ΠΩΛΕΙΤΑΙ στην Καλαμαριά 80 μ2 εσωτ. με θέα θάλασσα ξεχωριστής ποιότητας. Τηλ. 817-941. (180, 1713, 336, 1746)
classified-ad: ΕΝΟΙΚΙΑΖΕΤΑΙ διαμέρισμα 56 μ2 στην Καλαμαριά. Τηλ. 541-372. (855, 1191, 1011, 1212)
classified-ad: ΠΩΛΕΙΤΑΙ οικόπεδο 1000 μ2 στην Κουφαλιά Θεσσαλονίκης. Τηλ. 274-614. (517, 284, 673, 305)
classified-ad: ΚΟΠΤΟΡΑΠΤΡΙΕΣ έμπειρες. Τηλ. 763-678. (1192, 711, 1348, 734)
col3-list (350, 115, 504, 1189)
classified-ad: ΠΑΡΑ της Σ. Βλάσση ζητείται. Τηλ. 421-009. (1192, 784, 1348, 805)
classified-ad: ΚΑΤΑΣΤΗΜΑ 45 τ.μ. μετά πατάρι 55 τ.μ. και ισόγειο 379 τ.μ. Τηλ. 824-204. (180, 942, 336, 965)
classified-ad: ΓΕΦΥΡΑ νέο κατάστημα 120 μ2, 135 μ2, 140 μ2 λοξό 8ος 232-159. (180, 478, 336, 499)
classified-ad: ΚΟΠΤΟΡΑΠΤΡΙΕΣ ζητούνται. Τηλ. 539-630, 744-414. (1192, 282, 1348, 304)
classified-ad: ΠΩΛΟΥΝΤΑΙ οικόπεδα και αγροτεμάχια στην περιοχή Ν. Μουδανιά. Τηλ. 275-252. (517, 828, 673, 861)
classified-ad: ΠΩΛΟΥΝΤΑΙ έτοιμα εξοχικά σπίτια δίπλα στη θάλασσα. Τηλ. 822-854. (349, 479, 504, 501)
classified-ad: ΠΩΛΕΙΤΑΙ καφέ - ούζερί, με καλή πελατεία. Τηλ. 549-126. (687, 1372, 842, 1394)
classified-ad: ΥΠΟΓΕΙΟ ενοικιάζεται 110 τ.μ. στην Πυλαία. Τηλ. 816-652. (855, 1330, 1011, 1352)
classified-ad: ΠΑΡΑΛΙΑ 6,5, 9800, 20 στρέμ. 822-548. (180, 1573, 336, 1595)
col6-list (855, 115, 1010, 426)
rentals-list (855, 469, 1010, 1436)
classified-ad: ΣΤΗΝ Χαλκιδική Νέα Τρίγλια 400 μ2 πωλείται. Τηλ. 51362. (687, 479, 842, 501)
classified-ad: ΣΤΗΝ Καλλικράτεια από Σαβαλία πωλούνται οικόπεδα 700 μ2. Τηλ. 267-534. (517, 311, 673, 345)
classified-ad: ΠΩΛΕΙΤΑΙ στο πό 8ιαμάς μέγεθος 50 μ2 και σοφίτα. Τηλ. 840-733. (180, 1217, 336, 1238)
classified-ad: Η General Oil ζητεί πωλητή. Τηλ. 622-756. (1192, 115, 1348, 137)
classified-ad: ΘΕΛΕΤΕ να αγοράσετε διαμέρισμα, κατάστημα, γραφείο, μονοκατοικία, οικόπεδο; Απευθυνθείτε με εμπιστοσύνη στο γραφείο μας. Τηλ. 231-460. (12, 909, 168, 953)
classified-ad: ΒΑΡΝΑ διαμ. λοξό 65 μ2 2ος όρ. 1.500.000. Τηλ. 538-423. (180, 198, 336, 221)
classified-ad: ΠΩΛΕΙΤΑΙ επειγόντως ένα ύψωμα τοπίου διώροφο κατάλληλο για ξενοδοχείο αντίστοιχα πλήρως προστεθεί για επαγγελματική χρήση. Τηλ. 229-689. (12, 440, 168, 485)
classified-ad: ΚΑΛΑΜΑΡΙΑ θέλετε ένα οικόπεδο με μεγάλες ευκαιρίες; Τηλ. 221-302, 200-402. (517, 245, 673, 277)
classified-ad: ΖΗΤΟΥΝΤΑΙ Ψυκτικοί. Τηλ. 248-590. (1202, 812, 1344, 823)
classified-ad: ΕΝΟΙΚΙΑΖΕΤΑΙ διαμέρισμα 70 τ.μ. Ευκλείδου. Τηλ. 542-120. (855, 1414, 1011, 1436)
classified-ad: ΠΩΛΕΙΤΑΙ οικόπεδο στις Γιάννης θαλάσσης 450 μ2. Τηλ. 927-649. (687, 630, 842, 652)
classified-ad: ΠΩΛΕΙΤΑΙ στην Κοντοχάνη ακινήτων οικόπεδα 800 μ2. Τηλ. 225-847. (180, 1618, 336, 1639)
classified-ad: ΠΩΛΕΙΤΑΙ κομμωτήριο τηλ. 825-563. (865, 187, 1006, 198)
classified-ad: ΠΩΛΕΙΤΑΙ κρεοπωλείο τηλ. 233-160. (865, 143, 1005, 153)
classified-ad: ΓΕΡΜΑΝΙΚΗ βιοτεχνία ζητεί υπαλλήλους. Τηλ. 510-153. (1023, 642, 1179, 664)
classified-ad: ΠΩΛΕΙΤΑΙ στο Άγιο Νικόλαο Χαλκιδικής 400 μ2 οικόπεδο. Τηλ. 541-712. (349, 1646, 504, 1679)
masthead-title: Προσφορές εργασίας-Ζητήσεις-Πωλήσεις-Ενοικιάσεις-Αγορές-Ακίνητα (12, 24, 1353, 91)
classified-ad: ΠΑΡΑ της Θ.Ε. Καλαμαριάς. Τηλ. 522-122. (1192, 539, 1348, 561)
classified-ad: ΚΑΤΑΣΤΗΜΑ 73 μ2 πωλείται. Τηλ. 271-866. (349, 865, 504, 887)
classified-ad: ΖΗΤΕΙΤΑΙ ηλεκτρολόγος για τη βιομηχανία. Τηλ. 523-018. (1192, 255, 1348, 276)
classified-ad: ΠΩΛΕΙΤΑΙ παντοπωλείο στην Τούμπα. Τηλ. 517-557. (687, 1344, 842, 1366)
classified-ad: ΠΩΛΕΙΤΑΙ διαμέρισμα 60 τ.μ. Κέντρο 826-683 Σαφεύαρη. (180, 1094, 336, 1115)
section-business: ΕΠΙΧΕΙΡΗΣΕΙΣ (687, 1077, 841, 1108)
classified-ad: ΠΩΛΕΙΤΑΙ Ωραιόκαστρο στο ρέμα αγροτεμάχιο, θέα. Τηλ. 231-713. (517, 895, 673, 917)
classified-ad: ΠΩΛΕΙΤΑΙ εξοχική κατοικία κοντά 60, 100, 300 μ2 δίπλα στη θάλασσα. Τηλ. 536-887. (349, 960, 504, 993)
classified-ad: ΠΩΛΟΥΝΤΑΙ διαμερίσματα βιοτεχνικό χώρου περιοχή Μαρτίου. Τηλ. 540-632. (180, 1244, 336, 1266)
column-3 (350, 115, 510, 1970)
classified-ad: ΕΝΟΙΚΙΑΖΕΤΑΙ μαγαζί 110 μ2 στο Ευκλείδου. Τηλ. 826-683. (855, 1275, 1011, 1296)
classified-ad: ΗΛΙΟΥΠΟΛΗ γωνιακό οικόπεδο 250 μ2 κοντά στο σχολείο. Τηλ. 237-959. (349, 1456, 504, 1478)
classified-ad: ΖΗΤΟΥΝΤΑΙ για την παρουσίαση δίτηχης. Τηλ. 523-018. (1192, 143, 1348, 164)
classified-ad: ΒΙΟΧΑΚΟ 4 στρέμ. σε λίγο το ασφ. Τηλ. 532-026. (349, 1316, 504, 1338)
classified-ad: ΖΗΤΟΥΝΤΑΙ 10 για παραγωγό. Τηλ. 226-042. (1192, 410, 1348, 433)
classified-ad: ΠΩΛΟΥΝΤΑΙ διαμερίσματα στην Αγία Τριάδα, στην περιοχή μπάνια. Τηλ. 276-700. (180, 864, 336, 897)
classified-ad: ΠΩΛΟΥΝΤΑΙ εξοχικά στην Αφυτο 72 τμ. Τηλ. 271-515 και 522-261. (349, 670, 504, 691)
classified-ad: ΠΑΛΑΙΑ λαχαναγορά 80 μ2 2ος όρ. 1.180.000. Τηλ. 538-423. (180, 366, 336, 388)
classified-ad: ΝΕΑ Κρήνη διαμέρ. ρετιρέ 112 μ2 2ος 2.500.000. Τηλ. 538-423. (180, 310, 336, 332)
classified-ad: ΠΩΛΕΙΤΑΙ φωτοτυπίας. Τιμή ευκαιρίας. Τηλ. 276-703. (855, 292, 1011, 315)
column-1 (12, 115, 173, 1970)
classified-ad: ΖΗΤΕΙΤΑΙ νέος κάτω των 25 ετών. Τηλ. 532-008. (1192, 595, 1348, 616)
classified-ad: ΕΝΟΙΚΙΑΖΕΤΑΙ ισόγειο κατάστημα 100 μ2 με υπόγειο. Τηλ. 844-738. (855, 788, 1011, 811)
classified-ad: ΝΕΑΠΟΛΗ 40 μ2 λοξό, έτοιμο, 19 μ2. Τηλ. 531-532-612. (180, 1272, 336, 1294)
classified-ad: ΠΩΛΕΙΤΑΙ οικόπεδο 1000 μ2 στη Νέα Καλλικράτεια, κοντά στη θάλασσα. Τηλ. 254-622. (517, 587, 673, 620)
classified-ad: ΠΑΓΓΑΙΟ 13 μ2 καταστήματα. Τηλ. 233-1930 Καλαμαριά. (180, 1412, 336, 1434)
classified-ad: ΜΟΝΑΔΙΚΗ ευκαιρία. Πωλείται ένα διώροφο σπίτι. Τηλ. 274-316. (349, 1027, 504, 1049)
classified-ad: ΔΑΝΕΙΑ λυκειό σύσκευας λοξό, 80 μ2, 85 μ2, 95 μ2, 105 μ2 237-959. (180, 422, 336, 444)
classified-ad: ΠΩΛΕΙΤΑΙ κυλικείο. Τηλ. 211-604. (865, 381, 996, 392)
classified-ad: ΠΩΛΕΙΤΑΙ φροντιστ. τηλ. 830-209. (865, 232, 997, 242)
classified-ad: ΧΑΡΙΛΑΟΥ πωλείται διαμέρισμα με 1/4 μερίδιο 60 μ2 κοντά 45 και 319-317. (349, 451, 504, 473)
classified-ad: ΠΩΛΕΙΤΑΙ ψαροπωλείο στο κέντρο. Τηλ. 813-595. (855, 321, 1011, 342)
classified-ad: ΠΩΛΕΙΤΑΙ γκαρσονιέρα 48 τ.μ. με 42 μ2 Αριστοτέλους. Τηλ. 826-683. (180, 1121, 336, 1143)
classified-ad: ΝΕΑΠΟΛΗ 75 μ2 λοξό, 26 μ2 19 μ2 τηλ. 532-026. (180, 1301, 336, 1322)
classified-ad: VILLA στην Χαλκιδική ενοικιάζεται. Τηλ. 213-210. (855, 1247, 1011, 1268)
classified-ad: ΠΩΛΕΙΤΑΙ βιοτεχνία στην πλατεία της Νέας Μηχανιώνας. Τηλ. 813-101. (687, 1428, 842, 1449)
classified-ad: Ζ.Χ. 4,5 στρ. 480 και 900 μ2. 822-548. (191, 1513, 332, 1523)
